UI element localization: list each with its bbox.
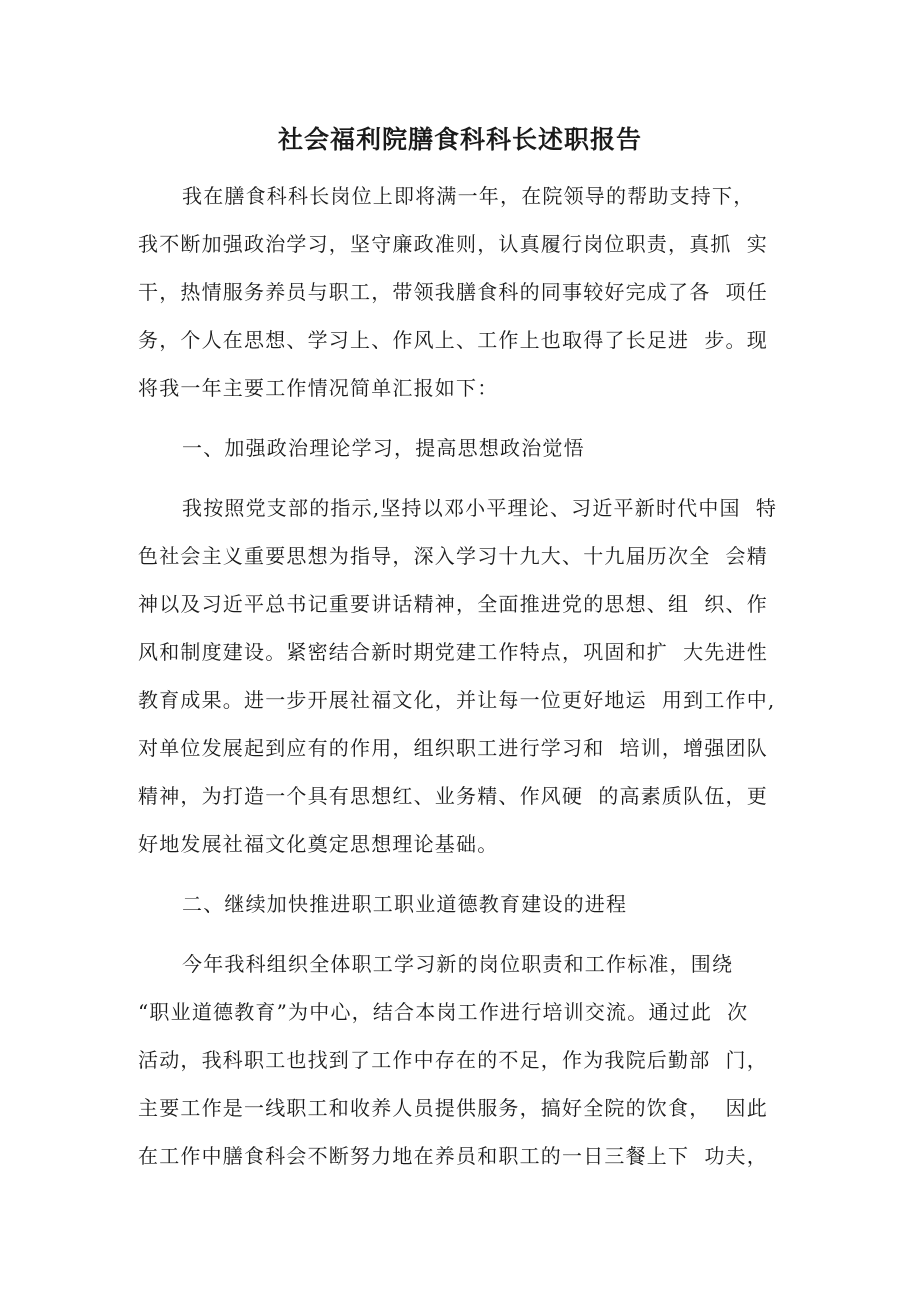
paragraph-line: 教育成果。进一步开展社福文化，并让每一位更好地运 用到工作中, — [138, 688, 776, 712]
section-heading: 二、继续加快推进职工职业道德教育建设的进程 — [182, 892, 628, 916]
paragraph-line: 今年我科组织全体职工学习新的岗位职责和工作标准，围绕 — [182, 952, 734, 976]
paragraph-line: 活动，我科职工也找到了工作中存在的不足，作为我院后勤部 门， — [138, 1048, 768, 1072]
paragraph-line: 对单位发展起到应有的作用，组织职工进行学习和 培训，增强团队 — [138, 736, 768, 760]
paragraph-line: 干，热情服务养员与职工，带领我膳食科的同事较好完成了各 项任 — [138, 280, 768, 304]
paragraph-line: 主要工作是一线职工和收养人员提供服务，搞好全院的饮食， 因此 — [138, 1096, 768, 1120]
paragraph-line: 神以及习近平总书记重要讲话精神，全面推进党的思想、组 织、作 — [138, 592, 768, 616]
paragraph-line: 色社会主义重要思想为指导，深入学习十九大、十九届历次全 会精 — [138, 544, 768, 568]
paragraph-line: 将我一年主要工作情况简单汇报如下： — [138, 376, 499, 400]
paragraph-line: “职业道德教育”为中心，结合本岗工作进行培训交流。通过此 次 — [138, 1000, 749, 1024]
paragraph-line: 在工作中膳食科会不断努力地在养员和职工的一日三餐上下 功夫， — [138, 1144, 768, 1168]
document-title: 社会福利院膳食科科长述职报告 — [277, 125, 642, 154]
paragraph-line: 我按照党支部的指示,坚持以邓小平理论、习近平新时代中国 特 — [182, 496, 778, 520]
section-heading: 一、加强政治理论学习，提高思想政治觉悟 — [182, 436, 585, 460]
paragraph-line: 我不断加强政治学习，坚守廉政准则，认真履行岗位职责，真抓 实 — [138, 232, 768, 256]
paragraph-line: 务，个人在思想、学习上、作风上、工作上也取得了长足进 步。现 — [138, 328, 768, 352]
paragraph-line: 精神，为打造一个具有思想红、业务精、作风硬 的高素质队伍，更 — [138, 784, 768, 808]
paragraph-line: 好地发展社福文化奠定思想理论基础。 — [138, 832, 499, 856]
paragraph-line: 风和制度建设。紧密结合新时期党建工作特点，巩固和扩 大先进性 — [138, 640, 768, 664]
paragraph-line: 我在膳食科科长岗位上即将满一年，在院领导的帮助支持下， — [182, 184, 755, 208]
